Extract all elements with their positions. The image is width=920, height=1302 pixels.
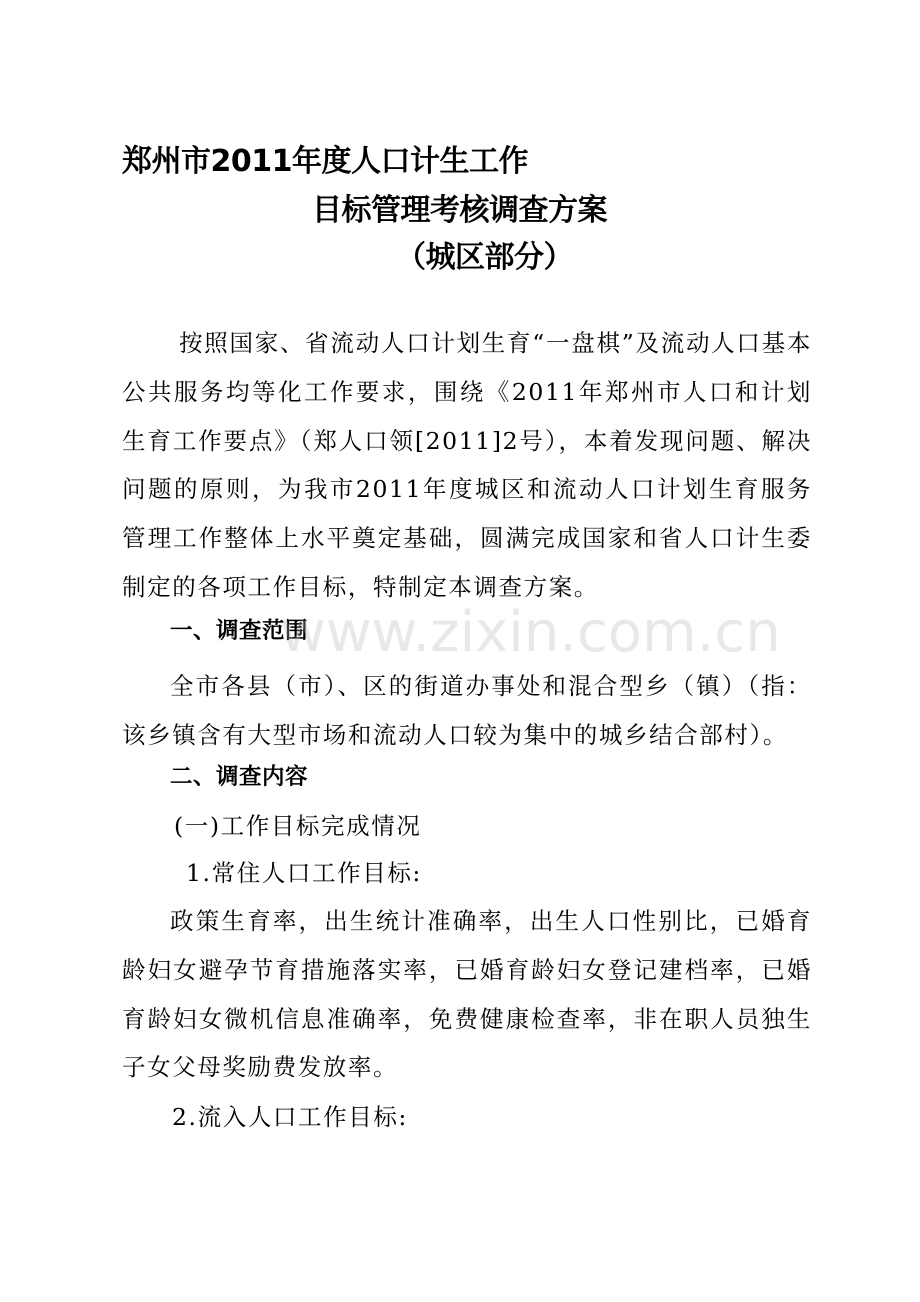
section-2-subheading: (一)工作目标完成情况 [174,812,422,840]
section-1-heading: 一、调查范围 [170,618,309,644]
intro-paragraph: 按照国家、省流动人口计划生育“一盘棋”及流动人口基本公共服务均等化工作要求，围绕《2011年郑州市人口和计划生育工作要点》（郑人口领[2011]2号），本着发现问题、解决问题的原则，为我市2011年度城区和流动人口计划生育服务管理工作整体上水平奠定基础，圆满完成国家和省人口计生委制定的各项工作目标，特制定本调查方案。 [122,329,812,601]
item-1-label: 1.常住人口工作目标: [186,859,422,887]
watermark: www.zixin.com.cn [280,600,781,665]
document-title-line-3: （城区部分） [396,240,573,275]
section-1-text: 全市各县（市）、区的街道办事处和混合型乡（镇）（指：该乡镇含有大型市场和流动人口较为集中的城乡结合部村）。 [122,672,812,749]
item-1-text: 政策生育率，出生统计准确率，出生人口性别比，已婚育龄妇女避孕节育措施落实率，已婚育龄妇女登记建档率，已婚育龄妇女微机信息准确率，免费健康检查率，非在职人员独生子女父母奖励费发放率。 [122,907,812,1082]
item-2-label: 2.流入人口工作目标: [172,1103,408,1131]
document-title-line-1: 郑州市2011年度人口计生工作 [122,144,528,179]
section-2-heading: 二、调查内容 [170,764,309,790]
document-title-line-2: 目标管理考核调查方案 [312,193,607,228]
